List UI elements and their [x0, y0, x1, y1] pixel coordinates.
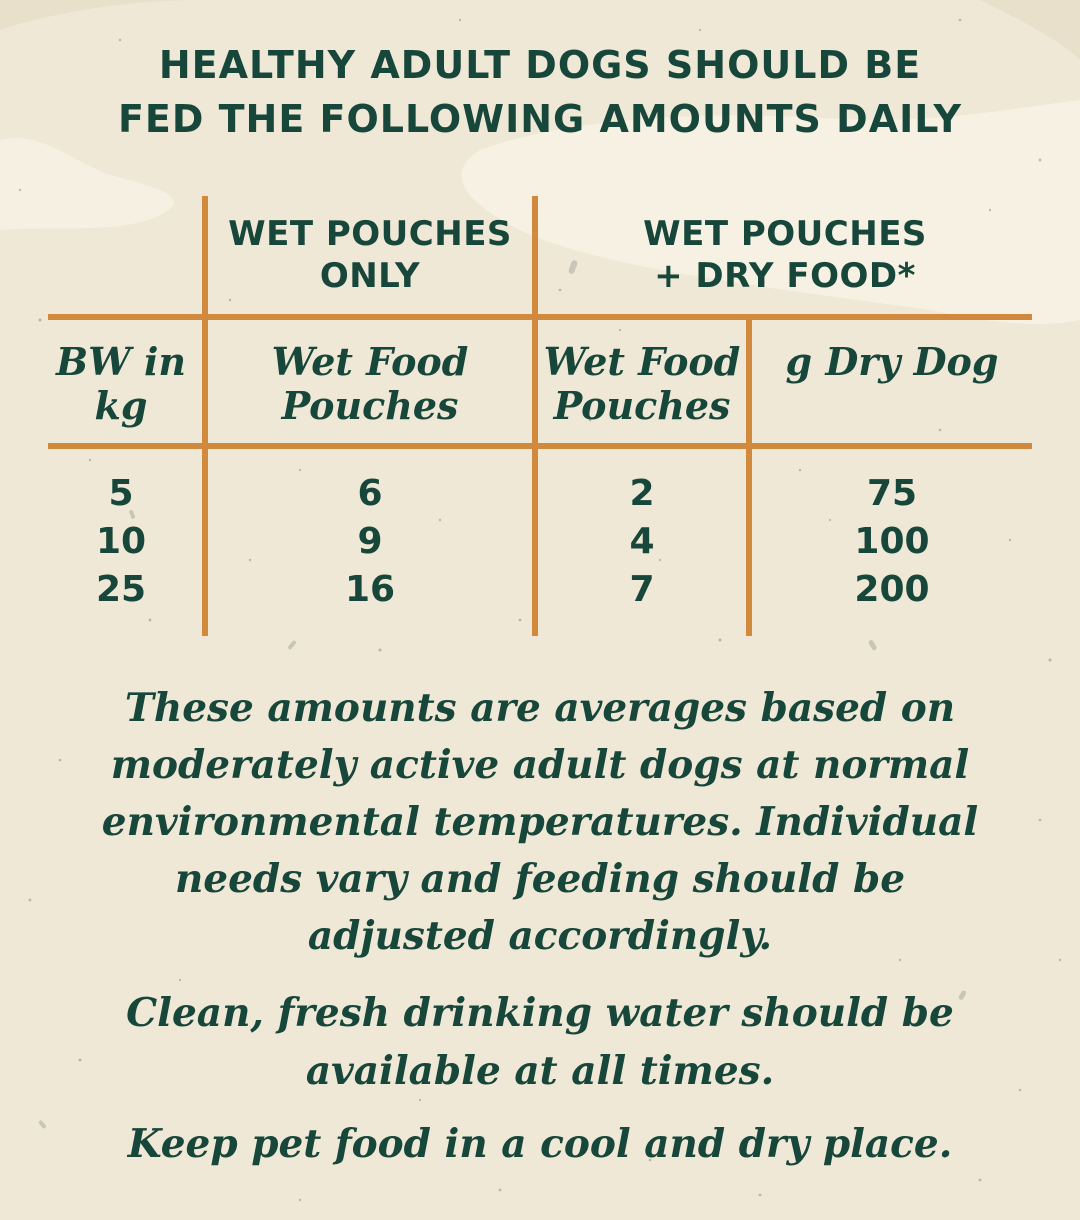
header-wet-pouches-only: [208, 213, 532, 297]
header-wet-only-line-2: ONLY: [319, 256, 421, 296]
title-line-1: HEALTHY ADULT DOGS SHOULD BE: [158, 43, 922, 87]
cell-bw-row-1: 5: [108, 473, 134, 514]
averages-line-4: needs vary and feeding should be: [174, 856, 906, 902]
header-wet-pouches-dry-food: [538, 213, 1032, 297]
grid-horizontal-2: [48, 443, 1032, 449]
averages-line-3: environmental temperatures. Individual: [101, 799, 979, 845]
subheader-wet-only-line-2: Pouches: [281, 383, 459, 428]
subheader-bw-kg: [40, 340, 202, 428]
header-wet-dry-line-2: + DRY FOOD*: [654, 256, 916, 296]
column-wet-only-values: [208, 470, 532, 614]
storage-note: [60, 1116, 1020, 1172]
cell-wet-dry-row-1: 2: [629, 473, 655, 514]
cell-wet-dry-row-2: 4: [629, 521, 655, 562]
cell-dry-row-2: 100: [854, 521, 930, 562]
cell-bw-row-3: 25: [95, 569, 147, 610]
averages-line-1: These amounts are averages based on: [124, 685, 956, 731]
cell-wet-only-row-2: 9: [357, 521, 383, 562]
cell-wet-dry-row-3: 7: [629, 569, 655, 610]
header-wet-dry-line-1: WET POUCHES: [643, 214, 927, 254]
subheader-dry-line-1: g Dry Dog: [785, 339, 999, 384]
subheader-bw-line-2: kg: [94, 383, 148, 428]
averages-note: [60, 680, 1020, 965]
subheader-wet-only-line-1: Wet Food: [271, 339, 469, 384]
column-dry-gram-values: [752, 470, 1032, 614]
averages-line-5: adjusted accordingly.: [307, 913, 773, 959]
subheader-wet-dry-pouches: [538, 340, 746, 428]
subheader-wet-only-pouches: [208, 340, 532, 428]
cell-dry-row-3: 200: [854, 569, 930, 610]
water-line-1: Clean, fresh drinking water should be: [126, 990, 954, 1036]
grid-horizontal-1: [48, 314, 1032, 320]
column-wet-dry-pouch-values: [538, 470, 746, 614]
cell-bw-row-2: 10: [95, 521, 147, 562]
column-bw-values: [40, 470, 202, 614]
cell-wet-only-row-3: 16: [344, 569, 396, 610]
storage-line-1: Keep pet food in a cool and dry place.: [127, 1121, 953, 1167]
water-note: [60, 984, 1020, 1100]
subheader-bw-line-1: BW in: [55, 339, 187, 384]
header-wet-only-line-1: WET POUCHES: [228, 214, 512, 254]
cell-dry-row-1: 75: [866, 473, 918, 514]
water-line-2: available at all times.: [305, 1048, 775, 1094]
subheader-wet-dry-line-1: Wet Food: [543, 339, 741, 384]
title-line-2: FED THE FOLLOWING AMOUNTS DAILY: [117, 97, 963, 141]
averages-line-2: moderately active adult dogs at normal: [110, 742, 970, 788]
cell-wet-only-row-1: 6: [357, 473, 383, 514]
subheader-dry-grams: [752, 340, 1032, 384]
subheader-wet-dry-line-2: Pouches: [553, 383, 731, 428]
